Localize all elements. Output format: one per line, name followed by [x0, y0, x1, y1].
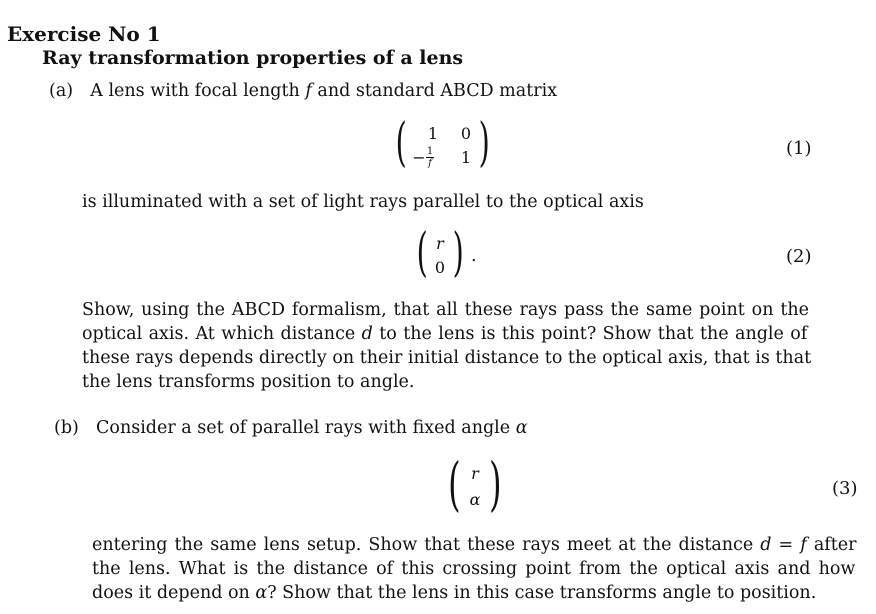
part-a-paragraph	[82, 298, 812, 394]
angle-symbol: α	[515, 418, 528, 438]
exercise-title: Ray transformation properties of a lens	[42, 47, 464, 69]
fraction-numerator: 1	[426, 146, 434, 157]
exercise-heading: Exercise No 1	[7, 22, 161, 46]
matrix-a: 1	[427, 124, 439, 143]
paragraph-line: the lens. What is the distance of this crossing point from the optical axis and how	[92, 559, 856, 579]
equation-2-period: .	[471, 246, 477, 266]
equation-number-3: (3)	[832, 478, 858, 499]
fraction-denominator: f	[428, 158, 432, 169]
equation-number-2: (2)	[786, 246, 812, 267]
right-paren: )	[452, 223, 464, 283]
paragraph-line: does it depend on α? Show that the lens in this case transforms angle to position.	[92, 583, 817, 603]
vector-top: r	[436, 234, 444, 253]
vector-bottom: α	[469, 490, 481, 509]
right-paren: )	[478, 113, 490, 173]
vector-bottom: 0	[434, 258, 446, 277]
right-paren: )	[489, 450, 502, 518]
left-paren: (	[416, 223, 428, 283]
matrix-c-fraction	[425, 147, 435, 168]
illumination-text: is illuminated with a set of light rays parallel to the optical axis	[82, 192, 644, 212]
left-paren: (	[448, 450, 461, 518]
paragraph-line: Show, using the ABCD formalism, that all these rays pass the same point on the	[82, 300, 809, 320]
matrix-c-sign: −	[412, 148, 426, 167]
part-b-intro	[54, 418, 528, 438]
part-a-intro-prefix: A lens with focal length	[90, 81, 306, 101]
matrix-b: 0	[460, 124, 472, 143]
left-paren: (	[395, 113, 407, 173]
paragraph-line: entering the same lens setup. Show that these rays meet at the distance d = f after	[92, 535, 857, 555]
part-b-intro-prefix: Consider a set of parallel rays with fixed angle	[96, 418, 516, 438]
part-a-intro-suffix: and standard ABCD matrix	[311, 81, 558, 101]
paragraph-line: optical axis. At which distance d to the lens is this point? Show that the angle of	[82, 324, 808, 344]
part-a-label: (a)	[49, 81, 74, 101]
part-b-paragraph	[92, 533, 858, 605]
vector-top: r	[471, 464, 479, 483]
paragraph-line: these rays depends directly on their initial distance to the optical axis, that is that	[82, 348, 812, 368]
part-a-intro	[49, 81, 557, 101]
equation-number-1: (1)	[786, 138, 812, 159]
part-b-label: (b)	[54, 418, 79, 438]
focal-length-symbol: f	[305, 81, 312, 101]
matrix-d: 1	[460, 148, 472, 167]
paragraph-line: the lens transforms position to angle.	[82, 372, 415, 392]
